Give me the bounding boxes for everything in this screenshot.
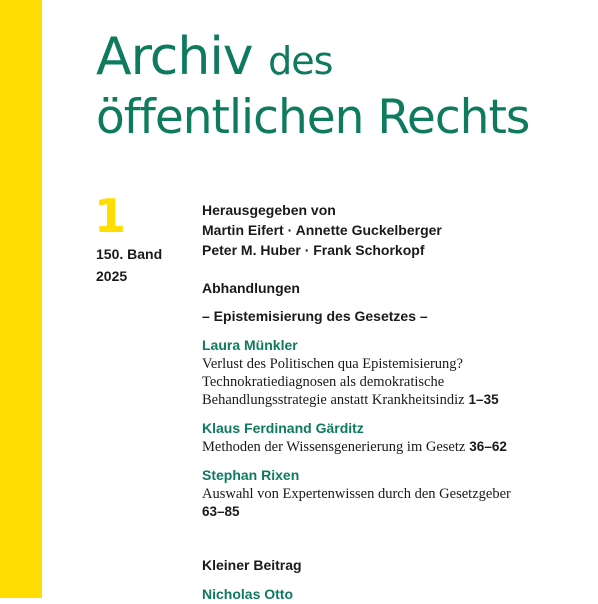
article-title-text: Behandlungsstrategie anstatt Krankheitsindiz — [202, 392, 465, 408]
article-author: Stephan Rixen — [202, 467, 300, 483]
article-title-line: Verlust des Politischen qua Epistemisierung? — [202, 356, 463, 372]
article-author: Laura Münkler — [202, 337, 298, 353]
article-pages: 36–62 — [469, 439, 507, 454]
spacer — [202, 521, 582, 537]
article-entry[interactable] — [202, 584, 582, 604]
editors-block — [202, 200, 582, 260]
journal-title — [96, 28, 529, 146]
article-author: Klaus Ferdinand Gärditz — [202, 420, 364, 436]
section-heading-abhandlungen: Abhandlungen — [202, 280, 300, 296]
subsection-heading: – Epistemisierung des Gesetzes – — [202, 308, 428, 324]
article-entry[interactable] — [202, 335, 582, 409]
article-pages-line — [202, 503, 582, 521]
article-title-text: Methoden der Wissensgenerierung im Gesetz — [202, 439, 466, 455]
title-word-archiv: Archiv — [96, 27, 253, 87]
article-pages: 63–85 — [202, 504, 240, 519]
article-author: Nicholas Otto — [202, 586, 294, 602]
article-title-line: Technokratiediagnosen als demokratische — [202, 374, 445, 390]
title-word-des: des — [268, 39, 333, 83]
journal-title-line1 — [96, 28, 529, 90]
editors-line1: Martin Eifert · Annette Guckelberger — [202, 222, 442, 238]
article-entry[interactable] — [202, 465, 582, 521]
article-entry[interactable] — [202, 418, 582, 456]
section-heading-kleiner-beitrag: Kleiner Beitrag — [202, 557, 302, 573]
table-of-contents — [202, 200, 582, 604]
journal-title-line2: öffentlichen Rechts — [96, 90, 530, 145]
issue-meta — [96, 243, 162, 287]
issue-number: 1 — [94, 189, 127, 243]
editors-line2: Peter M. Huber · Frank Schorkopf — [202, 242, 425, 258]
year-label: 2025 — [96, 268, 128, 284]
editors-heading: Herausgegeben von — [202, 202, 336, 218]
volume-label: 150. Band — [96, 246, 163, 262]
article-title-line: Auswahl von Expertenwissen durch den Gesetzgeber — [202, 486, 511, 502]
article-title-line-with-pages — [202, 438, 582, 456]
article-pages: 1–35 — [468, 392, 499, 407]
yellow-sidebar-band — [0, 0, 42, 598]
article-title-line-with-pages — [202, 391, 582, 409]
